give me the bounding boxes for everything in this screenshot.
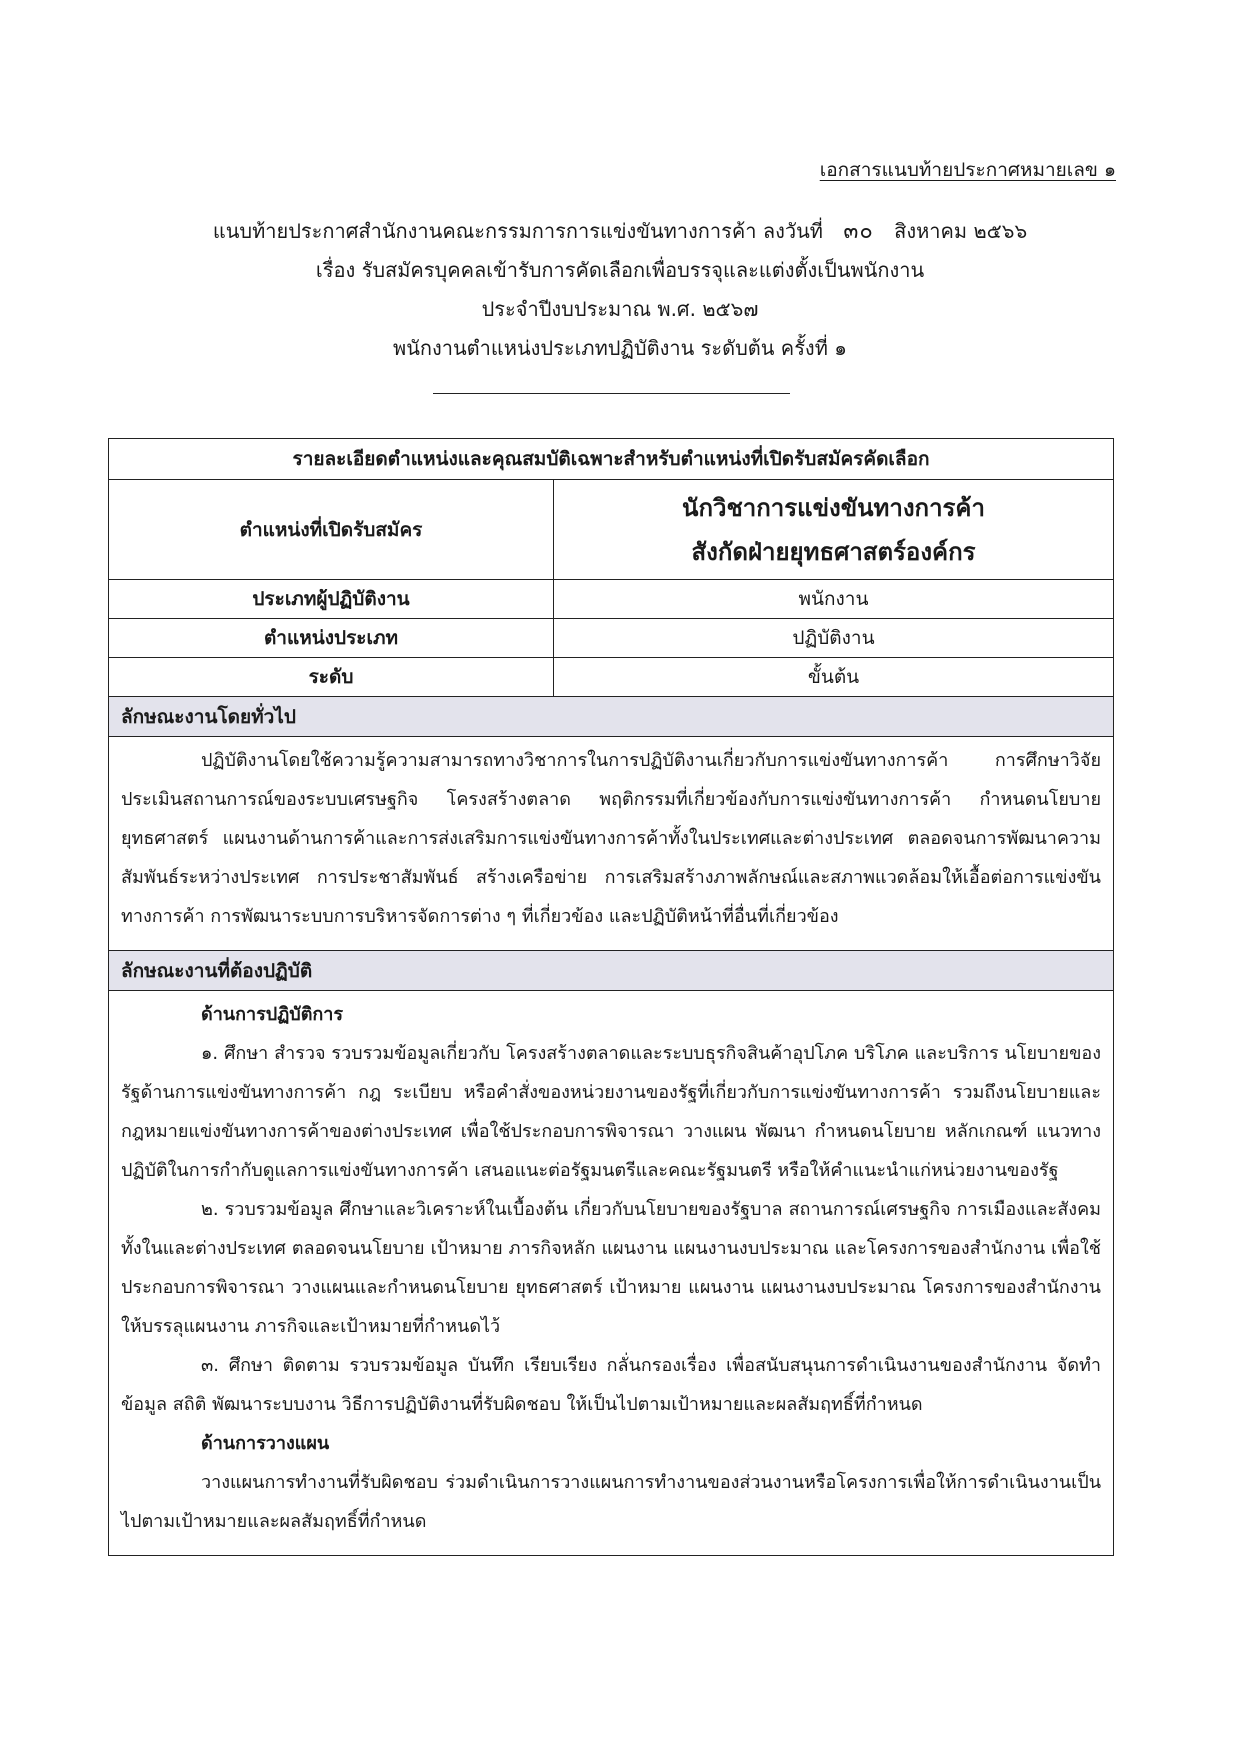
duty-item-2: ๒. รวบรวมข้อมูล ศึกษาและวิเคราะห์ในเบื้องต้น เกี่ยวกับนโยบายของรัฐบาล สถานการณ์เศรษฐกิจ การเมืองและสังคมทั้งในและต่างประเทศ ตลอดจนนโยบาย เป้าหมาย ภารกิจหลัก แผนงาน แผนงานงบประมาณ และโครงการของสำนักงาน เพื่อใช้ประกอบการพิจารณา วางแผนและกำหนดนโยบาย ยุทธศาสตร์ เป้าหมาย แผนงาน แผนงานงบประมาณ โครงการของสำนักงานให้บรรลุแผนงาน ภารกิจและเป้าหมายที่กำหนดไว้ xyxy=(121,1199,1101,1337)
level-label: ระดับ xyxy=(109,658,554,696)
employee-type-row xyxy=(109,579,1113,618)
position-type-value: ปฏิบัติงาน xyxy=(792,627,875,649)
duty-item-1: ๑. ศึกษา สำรวจ รวบรวมข้อมูลเกี่ยวกับ โครงสร้างตลาดและระบบธุรกิจสินค้าอุปโภค บริโภค และบริการ นโยบายของรัฐด้านการแข่งขันทางการค้า กฎ ระเบียบ หรือคำสั่งของหน่วยงานของรัฐที่เกี่ยวกับการแข่งขันทางการค้า รวมถึงนโยบายและกฎหมายแข่งขันทางการค้าของต่างประเทศ เพื่อใช้ประกอบการพิจารณา วางแผน พัฒนา กำหนดนโยบาย หลักเกณฑ์ แนวทางปฏิบัติในการกำกับดูแลการแข่งขันทางการค้า เสนอแนะต่อรัฐมนตรีและคณะรัฐมนตรี หรือให้คำแนะนำแก่หน่วยงานของรัฐ xyxy=(121,1043,1101,1181)
header-date-day: ๓๐ xyxy=(843,219,874,244)
position-title: นักวิชาการแข่งขันทางการค้า xyxy=(682,493,985,522)
attachment-reference: เอกสารแนบท้ายประกาศหมายเลข ๑ xyxy=(819,159,1116,181)
general-text-cell xyxy=(109,737,1113,950)
planning-description: วางแผนการทำงานที่รับผิดชอบ ร่วมดำเนินการวางแผนการทำงานของส่วนงานหรือโครงการเพื่อให้การดำเนินงานเป็นไปตามเป้าหมายและผลสัมฤทธิ์ที่กำหนด xyxy=(121,1472,1101,1532)
header-divider xyxy=(433,393,790,394)
duties-heading-row xyxy=(109,950,1113,990)
position-type-label: ตำแหน่งประเภท xyxy=(109,619,554,657)
position-type-row xyxy=(109,618,1113,657)
level-value: ขั้นต้น xyxy=(807,666,860,688)
general-text-row xyxy=(109,736,1113,950)
duties-text-cell xyxy=(109,991,1113,1555)
general-heading-row xyxy=(109,696,1113,736)
position-department: สังกัดฝ่ายยุทธศาสตร์องค์กร xyxy=(691,537,976,566)
header-line-1-prefix: แนบท้ายประกาศสำนักงานคณะกรรมการการแข่งขันทางการค้า ลงวันที่ xyxy=(212,219,823,243)
duties-text-row xyxy=(109,990,1113,1555)
header-line-3: ประจำปีงบประมาณ พ.ศ. ๒๕๖๗ xyxy=(481,297,759,321)
operations-heading: ด้านการปฏิบัติการ xyxy=(201,1004,344,1025)
general-description: ปฏิบัติงานโดยใช้ความรู้ความสามารถทางวิชาการในการปฏิบัติงานเกี่ยวกับการแข่งขันทางการค้า การศึกษาวิจัย ประเมินสถานการณ์ของระบบเศรษฐกิจ โครงสร้างตลาด พฤติกรรมที่เกี่ยวข้องกับการแข่งขันทางการค้า กำหนดนโยบายยุทธศาสตร์ แผนงานด้านการค้าและการส่งเสริมการแข่งขันทางการค้าทั้งในประเทศและต่างประเทศ ตลอดจนการพัฒนาความสัมพันธ์ระหว่างประเทศ การประชาสัมพันธ์ สร้างเครือข่าย การเสริมสร้างภาพลักษณ์และสภาพแวดล้อมให้เอื้อต่อการแข่งขันทางการค้า การพัฒนาระบบการบริหารจัดการต่าง ๆ ที่เกี่ยวข้อง และปฏิบัติหน้าที่อื่นที่เกี่ยวข้อง xyxy=(121,750,1101,927)
header-line-1-suffix: สิงหาคม ๒๕๖๖ xyxy=(894,219,1028,243)
employee-type-value: พนักงาน xyxy=(798,588,869,610)
position-details-table xyxy=(108,438,1114,1556)
table-title-row xyxy=(109,439,1113,479)
duty-item-3: ๓. ศึกษา ติดตาม รวบรวมข้อมูล บันทึก เรียบเรียง กลั่นกรองเรื่อง เพื่อสนับสนุนการดำเนินงานของสำนักงาน จัดทำข้อมูล สถิติ พัฒนาระบบงาน วิธีการปฏิบัติงานที่รับผิดชอบ ให้เป็นไปตามเป้าหมายและผลสัมฤทธิ์ที่กำหนด xyxy=(121,1355,1101,1415)
duties-heading: ลักษณะงานที่ต้องปฏิบัติ xyxy=(109,951,1113,990)
header-line-1 xyxy=(0,212,1240,251)
table-title: รายละเอียดตำแหน่งและคุณสมบัติเฉพาะสำหรับตำแหน่งที่เปิดรับสมัครคัดเลือก xyxy=(292,448,930,470)
planning-heading: ด้านการวางแผน xyxy=(201,1433,330,1454)
announcement-header xyxy=(0,212,1240,368)
position-row xyxy=(109,479,1113,579)
position-value xyxy=(554,480,1113,579)
header-line-2: เรื่อง รับสมัครบุคคลเข้ารับการคัดเลือกเพื่อบรรจุและแต่งตั้งเป็นพนักงาน xyxy=(315,258,925,282)
level-row xyxy=(109,657,1113,696)
employee-type-label: ประเภทผู้ปฏิบัติงาน xyxy=(109,580,554,618)
header-line-4: พนักงานตำแหน่งประเภทปฏิบัติงาน ระดับต้น ครั้งที่ ๑ xyxy=(393,336,847,360)
general-heading: ลักษณะงานโดยทั่วไป xyxy=(109,697,1113,736)
position-label: ตำแหน่งที่เปิดรับสมัคร xyxy=(109,480,554,579)
